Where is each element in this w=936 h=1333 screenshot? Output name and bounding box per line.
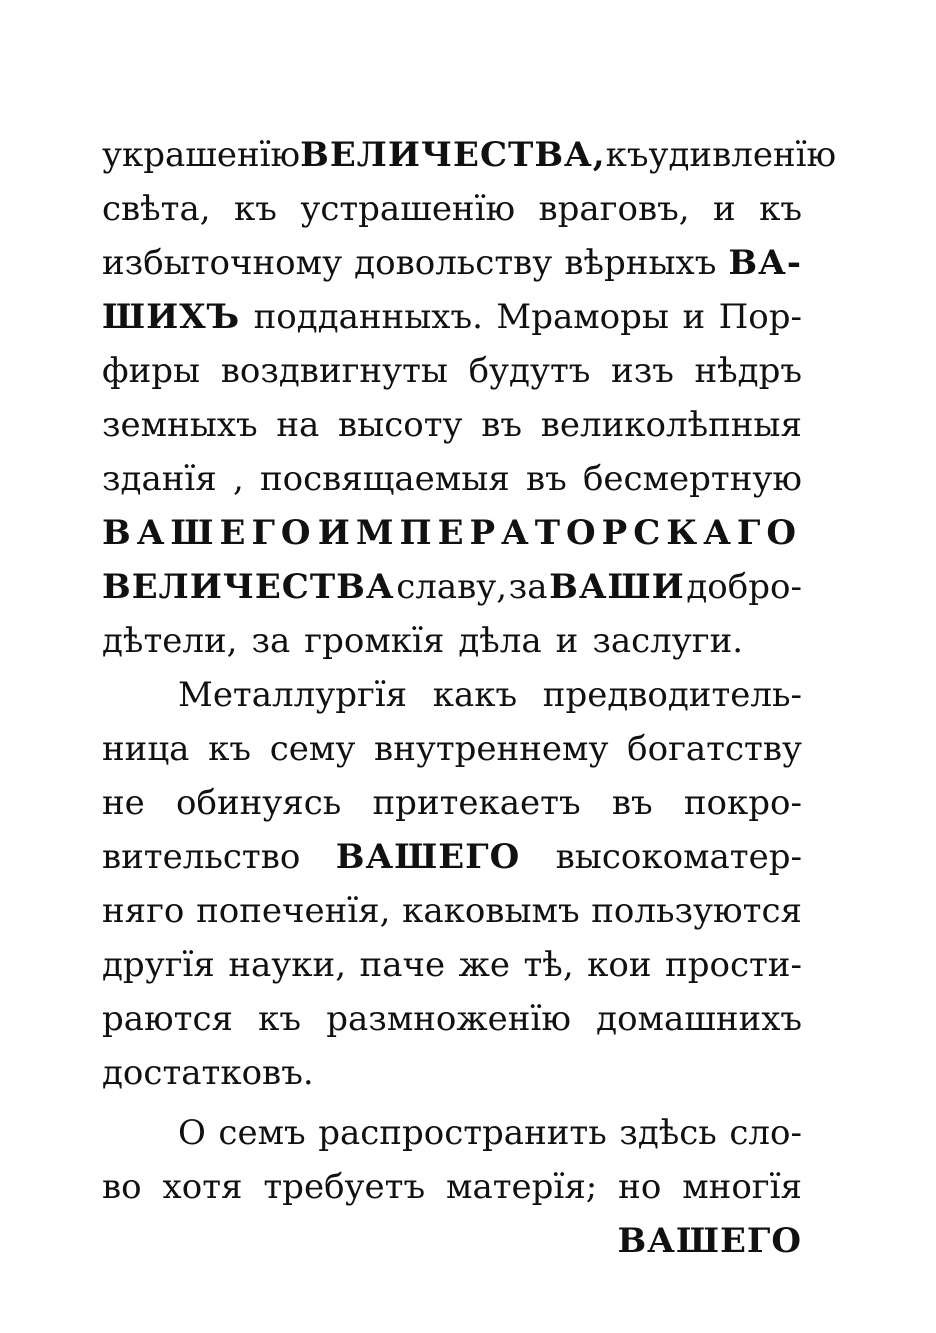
- word: прости-: [665, 945, 802, 985]
- word: ВА-: [728, 243, 802, 283]
- text-line: [102, 344, 802, 398]
- word: къ: [208, 729, 252, 769]
- word: украшенїю: [102, 135, 301, 175]
- word: изъ: [611, 351, 674, 391]
- word: не: [102, 783, 145, 823]
- word: подданныхъ.: [253, 297, 483, 337]
- word: и: [712, 189, 736, 229]
- word: домашнихъ: [596, 999, 802, 1039]
- word: Металлургїя: [178, 675, 408, 715]
- word: за: [508, 567, 548, 607]
- word: будутъ: [468, 351, 591, 391]
- text-line: [102, 884, 802, 938]
- text-line: [102, 992, 802, 1046]
- text-line: [102, 668, 802, 722]
- word: къ: [234, 189, 277, 229]
- word: удивленїю: [648, 135, 837, 175]
- text-line: [102, 830, 802, 884]
- text-line: [102, 614, 802, 668]
- word: къ: [605, 135, 649, 175]
- text-line: [102, 290, 802, 344]
- word: здѣсь: [619, 1113, 717, 1153]
- word: дѣтели,: [102, 621, 238, 661]
- word: фиры: [102, 351, 201, 391]
- word: враговъ,: [538, 189, 690, 229]
- word: паче: [359, 945, 446, 985]
- word: ница: [102, 729, 190, 769]
- word: богатству: [627, 729, 802, 769]
- word: къ: [258, 999, 302, 1039]
- word: какъ: [432, 675, 518, 715]
- word: няго: [102, 891, 185, 931]
- word: славу,: [396, 567, 508, 607]
- text-line: [102, 236, 802, 290]
- text-line: [102, 1160, 802, 1214]
- word: дѣла: [458, 621, 542, 661]
- word: и: [555, 621, 579, 661]
- text-line: [102, 560, 802, 614]
- word: обинуясь: [176, 783, 342, 823]
- word: ИМПЕРАТОРСКАГО: [317, 513, 802, 553]
- word: ВЕЛИЧЕСТВА,: [300, 135, 606, 175]
- word: на: [276, 405, 320, 445]
- text-line: [102, 452, 802, 506]
- text-line: [102, 1046, 802, 1100]
- text-line: [102, 1106, 802, 1160]
- word: во: [102, 1167, 142, 1207]
- word: добро-: [686, 567, 802, 607]
- text-line: [102, 182, 802, 236]
- word: въ: [525, 459, 567, 499]
- text-line: [102, 776, 802, 830]
- text-line: [102, 1214, 802, 1268]
- word: вительство: [102, 837, 301, 877]
- word: въ: [611, 783, 653, 823]
- word: высоту: [338, 405, 463, 445]
- word: за: [251, 621, 291, 661]
- word: внутреннему: [374, 729, 609, 769]
- text-line: [102, 398, 802, 452]
- word: и: [682, 297, 706, 337]
- word: Мраморы: [496, 297, 669, 337]
- word: устрашенїю: [300, 189, 516, 229]
- word: ВАШЕГО: [617, 1221, 802, 1261]
- text-line: [102, 938, 802, 992]
- word: семъ: [218, 1113, 306, 1153]
- word: каковымъ: [402, 891, 580, 931]
- word: притекаетъ: [372, 783, 581, 823]
- word: многїя: [682, 1167, 802, 1207]
- word: сло-: [729, 1113, 802, 1153]
- body-text: [102, 128, 837, 1268]
- word: ШИХЪ: [102, 297, 241, 337]
- word: пользуются: [591, 891, 802, 931]
- word: ВАШИ: [549, 567, 685, 607]
- word: Пор-: [718, 297, 802, 337]
- word: науки,: [228, 945, 347, 985]
- word: О: [178, 1113, 206, 1153]
- word: же: [458, 945, 510, 985]
- word: довольству: [354, 243, 553, 283]
- word: высокоматер-: [555, 837, 802, 877]
- word: хотя: [162, 1167, 243, 1207]
- word: ВАШЕГО: [335, 837, 521, 877]
- word: вѣрныхъ: [564, 243, 717, 283]
- word: великолѣпныя: [540, 405, 802, 445]
- word: воздвигнуты: [220, 351, 448, 391]
- word: матерїя;: [446, 1167, 598, 1207]
- word: предводитель-: [542, 675, 802, 715]
- word: зданїя: [102, 459, 217, 499]
- text-line: [102, 722, 802, 776]
- word: ВЕЛИЧЕСТВА: [102, 567, 395, 607]
- word: распространить: [318, 1113, 607, 1153]
- word: земныхъ: [102, 405, 258, 445]
- word: заслуги.: [592, 621, 744, 661]
- word: требуетъ: [263, 1167, 426, 1207]
- word: нѣдръ: [694, 351, 802, 391]
- word: ВАШЕГО: [102, 513, 317, 553]
- word: въ: [481, 405, 523, 445]
- text-line: [102, 128, 837, 182]
- word: другїя: [102, 945, 215, 985]
- word: посвящаемыя: [259, 459, 510, 499]
- word: бесмертную: [582, 459, 802, 499]
- text-line: [102, 506, 802, 560]
- word: но: [618, 1167, 662, 1207]
- word: избыточному: [102, 243, 343, 283]
- word: кои: [587, 945, 652, 985]
- word: покро-: [683, 783, 802, 823]
- word: свѣта,: [102, 189, 211, 229]
- word: размноженїю: [326, 999, 571, 1039]
- word: тѣ,: [523, 945, 574, 985]
- word: попеченїя,: [196, 891, 391, 931]
- word: громкїя: [304, 621, 445, 661]
- word: сему: [269, 729, 356, 769]
- word: къ: [759, 189, 802, 229]
- word: раются: [102, 999, 233, 1039]
- word: достатковъ.: [102, 1053, 314, 1093]
- word: ,: [232, 459, 244, 499]
